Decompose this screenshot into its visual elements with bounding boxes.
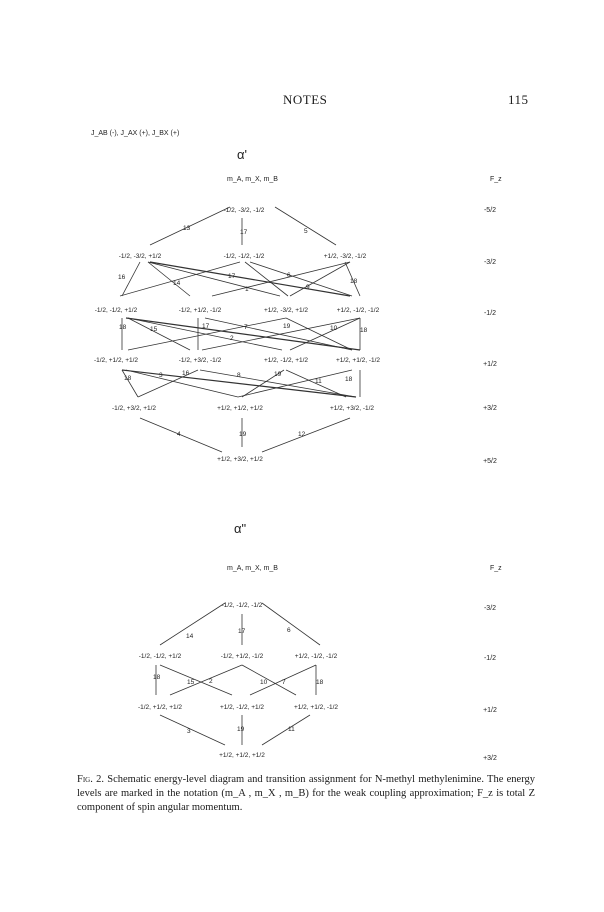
transition-label: 3	[187, 728, 191, 735]
energy-level-label: -1/2, +1/2, +1/2	[137, 704, 183, 711]
transition-label: 6	[287, 272, 291, 279]
transition-label: 16	[182, 370, 190, 377]
energy-level-label: -1/2, -1/2, +1/2	[138, 653, 182, 660]
transition-label: 18	[124, 375, 132, 382]
transition-label: 3	[159, 372, 163, 379]
transition-label: 18	[316, 679, 324, 686]
transition-label: 18	[119, 324, 127, 331]
diagram2-levels	[138, 602, 338, 759]
transition-label: 10	[330, 325, 338, 332]
transition-label: 6	[287, 627, 291, 634]
energy-level-label: -1/2, -1/2, -1/2	[221, 602, 263, 609]
transition-label: 19	[237, 726, 245, 733]
transition-label: 7	[282, 679, 286, 686]
transition-label: 8	[237, 372, 241, 379]
fz-value: +3/2	[483, 755, 497, 762]
energy-level-label: -1/2, -1/2, +1/2	[94, 307, 138, 314]
caption-text: Schematic energy-level diagram and transition assignment for N-methyl methylenimine. The energy levels are marked in the notation (m_A , m_X , m_B) for the weak coupling approximation; F_z is total Z component of spin angular momentum.	[77, 774, 535, 813]
transition-label: 15	[187, 679, 195, 686]
transition-label: 16	[118, 274, 126, 281]
energy-level-label: +1/2, -1/2, +1/2	[263, 357, 309, 364]
transition-label: 18	[345, 376, 353, 383]
energy-level-label: +1/2, -1/2, -1/2	[336, 307, 380, 314]
fz-value: +3/2	[483, 405, 497, 412]
energy-level-label: -1/2, -3/2, -1/2	[223, 207, 265, 214]
transition-label: 17	[202, 323, 210, 330]
transition-label: 2	[209, 678, 213, 685]
transition-label: 19	[239, 431, 247, 438]
energy-level-label: -1/2, +1/2, +1/2	[93, 357, 139, 364]
transition-label: 10	[260, 679, 268, 686]
transition-label: 13	[183, 225, 191, 232]
diagram1-fz-values	[483, 207, 497, 465]
transition-label: 18	[360, 327, 368, 334]
energy-level-label: -1/2, +1/2, -1/2	[220, 653, 264, 660]
energy-level-label: +1/2, +3/2, -1/2	[329, 405, 375, 412]
diagram2-fz-values	[483, 605, 497, 762]
transition-label: 9	[306, 284, 310, 291]
fz-value: -3/2	[483, 259, 497, 266]
energy-level-label: +1/2, +1/2, +1/2	[219, 752, 265, 759]
energy-level-label: -1/2, +3/2, -1/2	[178, 357, 222, 364]
energy-level-label: +1/2, -3/2, +1/2	[263, 307, 309, 314]
energy-level-label: +1/2, +3/2, +1/2	[217, 456, 263, 463]
fz-value: -5/2	[483, 207, 497, 214]
energy-level-label: +1/2, +1/2, -1/2	[293, 704, 339, 711]
transition-label: 14	[186, 633, 194, 640]
figure-caption	[77, 773, 535, 815]
energy-level-label: +1/2, -1/2, -1/2	[294, 653, 338, 660]
energy-level-label: -1/2, -3/2, +1/2	[118, 253, 162, 260]
energy-level-label: +1/2, +1/2, +1/2	[217, 405, 263, 412]
fz-value: -3/2	[483, 605, 497, 612]
diagram2-label: α"	[234, 521, 247, 536]
header-title: NOTES	[283, 92, 328, 107]
transition-label: 4	[177, 431, 181, 438]
fz-value: -1/2	[483, 655, 497, 662]
diagram2-fz-header: F_z	[490, 565, 502, 572]
energy-level-label: -1/2, +3/2, +1/2	[111, 405, 157, 412]
diagram1-notation: m_A, m_X, m_B	[227, 176, 278, 183]
transition-label: 12	[298, 431, 306, 438]
diagram1-levels	[94, 207, 380, 463]
transition-label: 14	[173, 280, 181, 287]
fz-value: +1/2	[483, 707, 497, 714]
transition-label: 19	[274, 371, 282, 378]
diagram2-edges	[156, 603, 320, 745]
transition-label: 18	[153, 674, 161, 681]
caption-label: Fig. 2.	[77, 774, 104, 785]
diagram1-fz-header: F_z	[490, 176, 502, 183]
transition-label: 19	[283, 323, 291, 330]
transition-label: 1	[245, 286, 249, 293]
transition-label: 11	[288, 726, 295, 733]
fz-value: +1/2	[483, 361, 497, 368]
diagram1-label: α'	[237, 147, 247, 162]
transition-label: 7	[244, 324, 248, 331]
transition-label: 17	[228, 273, 236, 280]
transition-label: 2	[230, 335, 234, 342]
fz-value: -1/2	[483, 310, 497, 317]
diagram2-transitions	[153, 627, 324, 735]
energy-level-label: +1/2, -1/2, +1/2	[219, 704, 265, 711]
transition-label: 5	[304, 228, 308, 235]
page-number: 115	[508, 92, 529, 107]
transition-label: 17	[240, 229, 248, 236]
diagram2-notation: m_A, m_X, m_B	[227, 565, 278, 572]
energy-level-label: +1/2, +1/2, -1/2	[335, 357, 381, 364]
transition-label: 18	[350, 278, 358, 285]
energy-level-label: -1/2, +1/2, -1/2	[178, 307, 222, 314]
transition-label: 15	[150, 326, 158, 333]
transition-label: 11	[315, 378, 322, 385]
energy-level-label: +1/2, -3/2, -1/2	[323, 253, 367, 260]
transition-label: 17	[238, 628, 246, 635]
fz-value: +5/2	[483, 458, 497, 465]
energy-level-label: -1/2, -1/2, -1/2	[223, 253, 265, 260]
coupling-note: J_AB (-), J_AX (+), J_BX (+)	[91, 130, 180, 137]
